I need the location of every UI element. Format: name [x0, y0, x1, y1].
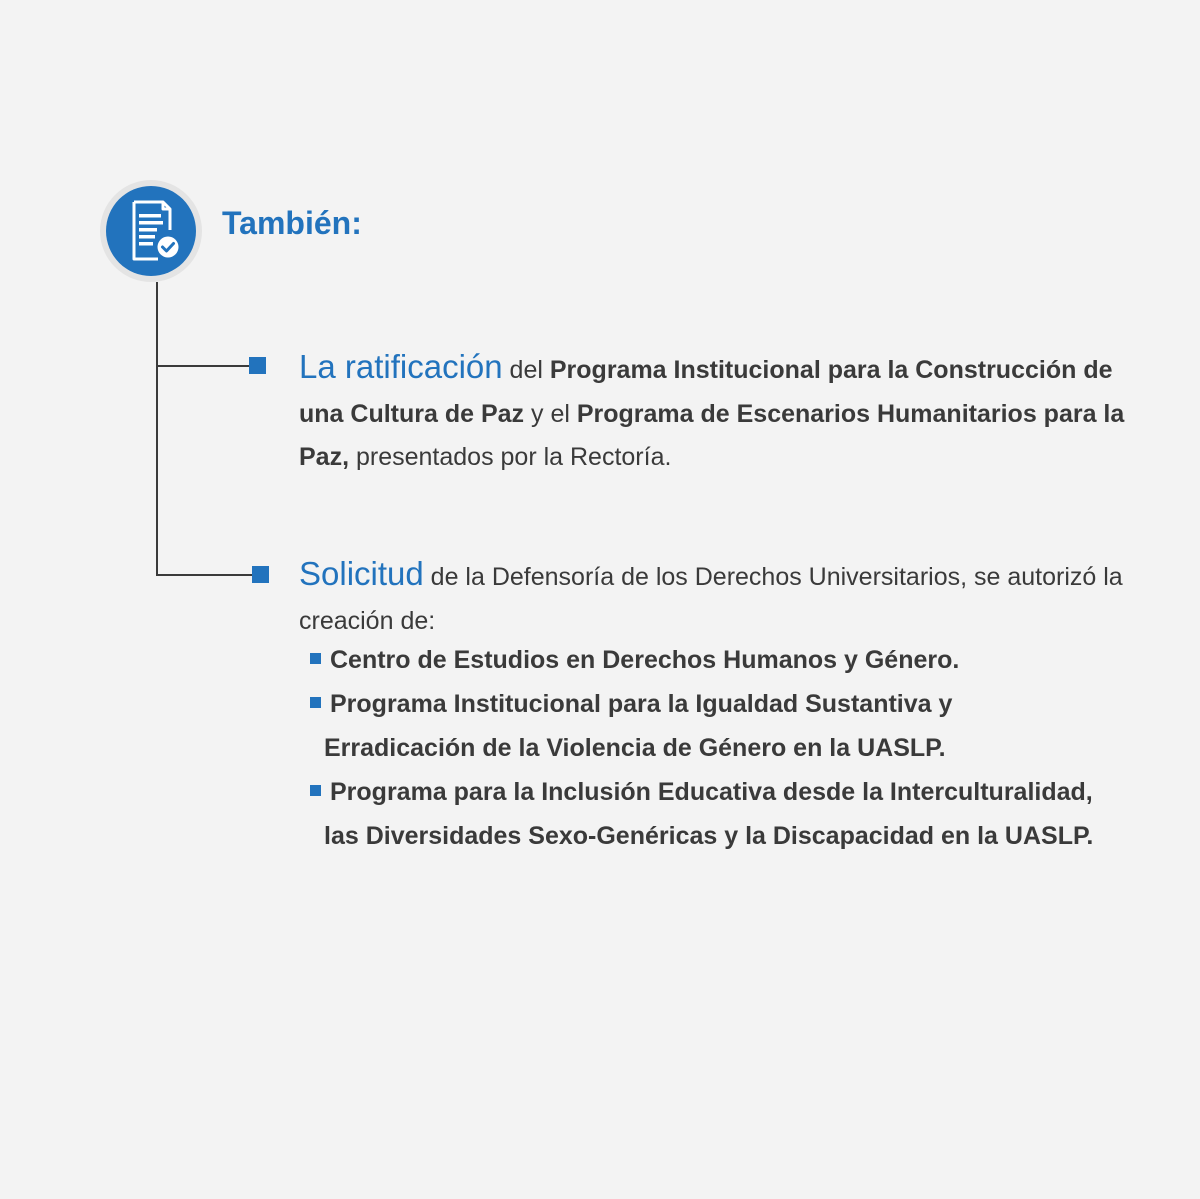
list-item: [310, 638, 1100, 682]
document-check-icon: [106, 186, 196, 276]
list-item: [310, 682, 1100, 770]
section-heading: También:: [222, 205, 362, 241]
item-text: del: [502, 356, 550, 384]
bullet-square-2: [252, 566, 269, 583]
list-item: [310, 770, 1100, 858]
connector-branch-2: [158, 574, 252, 576]
item-solicitud: [299, 552, 1159, 643]
item-lead: La ratificación: [299, 348, 503, 385]
badge-circle: [106, 186, 196, 276]
bullet-square-icon: [310, 697, 321, 708]
created-programs-list: [310, 638, 1100, 858]
item-lead: Solicitud: [299, 555, 424, 592]
list-item-text: Programa para la Inclusión Educativa desde la Interculturalidad, las Diversidades Sexo-Genéricas y la Discapacidad en la UASLP.: [324, 778, 1094, 850]
header-badge: [100, 180, 202, 282]
list-item-text: Programa Institucional para la Igualdad Sustantiva y Erradicación de la Violencia de Género en la UASLP.: [324, 690, 953, 762]
connector-branch-1: [158, 365, 250, 367]
list-item-text: Centro de Estudios en Derechos Humanos y Género.: [330, 646, 960, 674]
bullet-square-icon: [310, 785, 321, 796]
item-text: y el: [524, 399, 577, 428]
item-text: de la Defensoría de los Derechos Universitarios, se autorizó la creación de:: [299, 563, 1123, 635]
program-name: Programa Institucional para la Construcción de una Cultura de Paz: [299, 356, 1113, 428]
item-ratificacion: [299, 345, 1159, 480]
program-name: Programa de Escenarios Humanitarios para la Paz,: [299, 399, 1125, 471]
bullet-square-icon: [310, 653, 321, 664]
bullet-square-1: [249, 357, 266, 374]
item-text: presentados por la Rectoría.: [349, 443, 672, 471]
connector-trunk: [156, 282, 158, 576]
